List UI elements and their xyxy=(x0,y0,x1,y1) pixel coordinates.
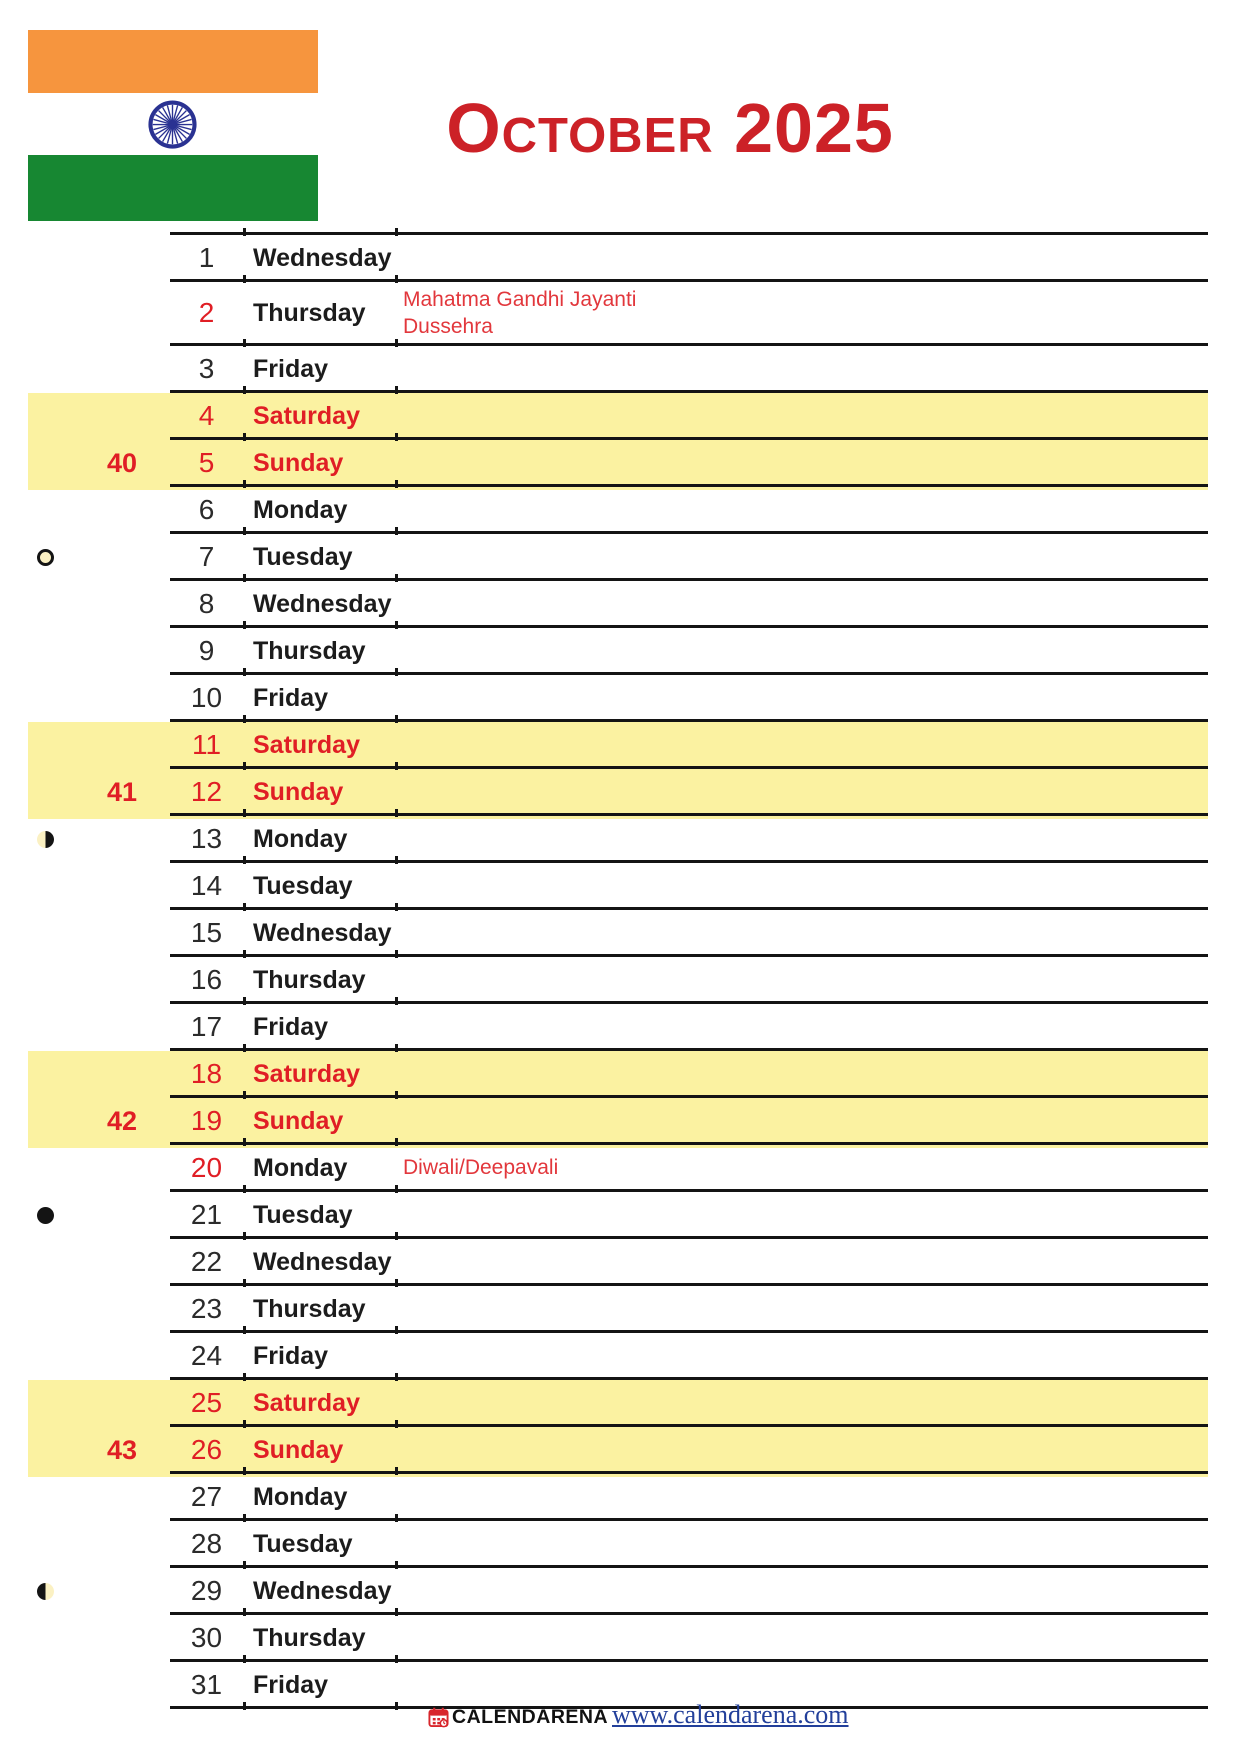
day-number: 3 xyxy=(198,352,215,384)
week-number: 42 xyxy=(106,1105,137,1136)
day-name: Tuesday xyxy=(253,1200,353,1229)
day-number: 8 xyxy=(198,587,215,619)
day-number: 6 xyxy=(198,493,215,525)
day-name: Thursday xyxy=(253,965,366,994)
holiday-line: Mahatma Gandhi Jayanti xyxy=(403,288,637,311)
table-top-line xyxy=(170,232,1208,235)
last-quarter-icon xyxy=(37,831,54,848)
column-tick xyxy=(395,275,398,283)
day-name: Saturday xyxy=(253,1059,360,1088)
column-tick xyxy=(243,339,246,347)
column-tick xyxy=(243,1514,246,1522)
full-moon-icon xyxy=(37,549,54,566)
column-tick xyxy=(243,1232,246,1240)
day-number: 7 xyxy=(198,540,215,572)
column-tick xyxy=(395,809,398,817)
day-number: 12 xyxy=(190,775,223,807)
column-tick xyxy=(395,1702,398,1710)
column-tick xyxy=(395,1561,398,1569)
column-tick xyxy=(243,621,246,629)
column-tick xyxy=(243,809,246,817)
day-name: Sunday xyxy=(253,1106,344,1135)
column-tick xyxy=(243,1420,246,1428)
holiday-label xyxy=(403,1154,558,1181)
day-number: 21 xyxy=(190,1198,223,1230)
day-number: 2 xyxy=(198,297,215,328)
day-number: 4 xyxy=(198,399,215,431)
day-number: 13 xyxy=(190,822,223,854)
day-number: 28 xyxy=(190,1527,223,1559)
day-name: Tuesday xyxy=(253,1529,353,1558)
column-tick xyxy=(395,1185,398,1193)
column-tick xyxy=(395,668,398,676)
column-tick xyxy=(395,1514,398,1522)
column-tick xyxy=(395,950,398,958)
week-number: 40 xyxy=(106,447,137,478)
day-name: Monday xyxy=(253,495,348,524)
day-name: Wednesday xyxy=(253,1247,392,1276)
day-name: Saturday xyxy=(253,1388,360,1417)
day-name: Thursday xyxy=(253,1294,366,1323)
day-number: 1 xyxy=(198,241,215,273)
day-name: Monday xyxy=(253,824,348,853)
footer-brand xyxy=(428,1705,608,1729)
column-tick xyxy=(395,1279,398,1287)
column-tick xyxy=(395,1091,398,1099)
day-number: 31 xyxy=(190,1668,223,1700)
day-name: Wednesday xyxy=(253,918,392,947)
day-number: 22 xyxy=(190,1245,223,1277)
column-tick xyxy=(243,997,246,1005)
column-tick xyxy=(243,950,246,958)
day-name: Friday xyxy=(253,354,329,383)
column-tick xyxy=(243,1326,246,1334)
day-name: Friday xyxy=(253,1670,329,1699)
day-number: 10 xyxy=(190,681,223,713)
day-number: 25 xyxy=(190,1386,223,1418)
week-number: 41 xyxy=(106,776,137,807)
column-tick xyxy=(243,668,246,676)
column-tick xyxy=(243,228,246,236)
footer-brand-text: CALENDARENA xyxy=(452,1705,609,1728)
page-title: October 2025 xyxy=(446,89,894,167)
column-tick xyxy=(395,1044,398,1052)
column-tick xyxy=(395,621,398,629)
column-tick xyxy=(243,903,246,911)
column-tick xyxy=(395,997,398,1005)
column-tick xyxy=(243,1279,246,1287)
day-number: 14 xyxy=(190,869,223,901)
day-number: 17 xyxy=(190,1010,223,1042)
day-number: 20 xyxy=(190,1151,223,1183)
new-moon-icon xyxy=(37,1207,54,1224)
day-name: Wednesday xyxy=(253,589,392,618)
column-tick xyxy=(243,1091,246,1099)
day-name: Friday xyxy=(253,1341,329,1370)
day-name: Thursday xyxy=(253,1623,366,1652)
column-tick xyxy=(243,433,246,441)
day-number: 29 xyxy=(190,1574,223,1606)
column-tick xyxy=(395,1326,398,1334)
day-name: Monday xyxy=(253,1482,348,1511)
column-tick xyxy=(395,856,398,864)
day-number: 19 xyxy=(190,1104,223,1136)
day-number: 15 xyxy=(190,916,223,948)
day-number: 30 xyxy=(190,1621,223,1653)
day-number: 24 xyxy=(190,1339,223,1371)
column-tick xyxy=(243,1185,246,1193)
day-number: 18 xyxy=(190,1057,223,1089)
column-tick xyxy=(243,1044,246,1052)
day-name: Thursday xyxy=(253,636,366,665)
day-number: 5 xyxy=(198,446,215,478)
day-name: Friday xyxy=(253,1012,329,1041)
holiday-line: Dussehra xyxy=(403,315,493,338)
column-tick xyxy=(243,275,246,283)
column-tick xyxy=(243,574,246,582)
column-tick xyxy=(243,1138,246,1146)
column-tick xyxy=(395,386,398,394)
column-tick xyxy=(243,715,246,723)
column-tick xyxy=(395,1655,398,1663)
column-tick xyxy=(395,1138,398,1146)
day-name: Sunday xyxy=(253,1435,344,1464)
day-number: 27 xyxy=(190,1480,223,1512)
day-name: Friday xyxy=(253,683,329,712)
day-number: 16 xyxy=(190,963,223,995)
day-name: Tuesday xyxy=(253,542,353,571)
column-tick xyxy=(395,228,398,236)
column-tick xyxy=(395,1420,398,1428)
column-tick xyxy=(243,856,246,864)
day-name: Wednesday xyxy=(253,1576,392,1605)
column-tick xyxy=(395,574,398,582)
column-tick xyxy=(395,480,398,488)
day-name: Saturday xyxy=(253,401,360,430)
column-tick xyxy=(395,433,398,441)
column-tick xyxy=(395,762,398,770)
column-tick xyxy=(395,1232,398,1240)
column-tick xyxy=(243,480,246,488)
column-tick xyxy=(243,1373,246,1381)
day-number: 9 xyxy=(198,634,215,666)
week-number: 43 xyxy=(106,1434,137,1465)
day-name: Thursday xyxy=(253,299,366,327)
column-tick xyxy=(243,527,246,535)
day-number: 23 xyxy=(190,1292,223,1324)
footer-url-link[interactable]: www.calendarena.com xyxy=(612,1700,849,1729)
first-quarter-icon xyxy=(37,1583,54,1600)
column-tick xyxy=(395,1608,398,1616)
column-tick xyxy=(395,715,398,723)
column-tick xyxy=(395,903,398,911)
column-tick xyxy=(243,1655,246,1663)
column-tick xyxy=(395,339,398,347)
day-name: Sunday xyxy=(253,448,344,477)
day-name: Sunday xyxy=(253,777,344,806)
holiday-label xyxy=(403,286,636,340)
holiday-line: Diwali/Deepavali xyxy=(403,1156,559,1179)
column-tick xyxy=(243,1561,246,1569)
column-tick xyxy=(243,1702,246,1710)
calendar-icon xyxy=(428,1707,449,1728)
day-name: Saturday xyxy=(253,730,360,759)
column-tick xyxy=(243,1608,246,1616)
day-name: Wednesday xyxy=(253,243,392,272)
column-tick xyxy=(243,386,246,394)
day-name: Tuesday xyxy=(253,871,353,900)
column-tick xyxy=(395,1467,398,1475)
day-name: Monday xyxy=(253,1153,348,1182)
column-tick xyxy=(243,762,246,770)
column-tick xyxy=(395,527,398,535)
day-number: 11 xyxy=(191,728,222,760)
column-tick xyxy=(243,1467,246,1475)
column-tick xyxy=(395,1373,398,1381)
day-number: 26 xyxy=(190,1433,223,1465)
